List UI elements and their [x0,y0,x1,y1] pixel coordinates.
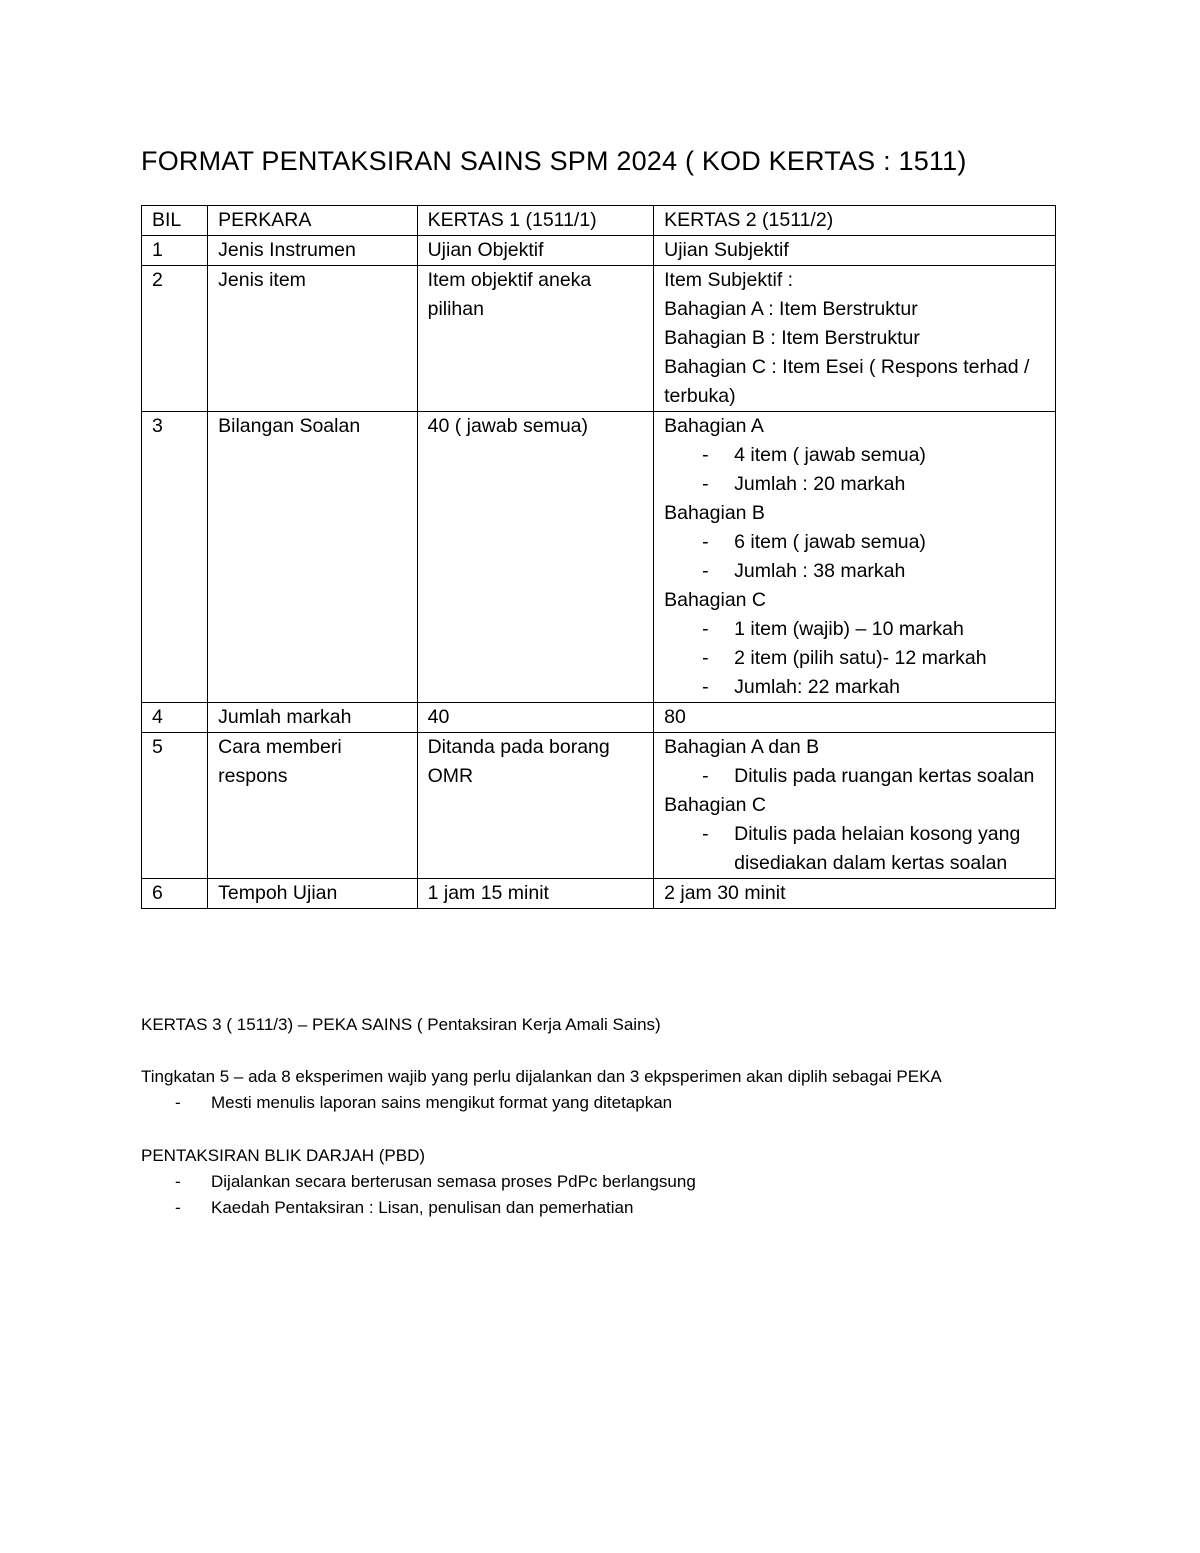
kertas3-text: Tingkatan 5 – ada 8 eksperimen wajib yang perlu dijalankan dan 3 ekpsperimen akan diplih sebagai PEKA [141,1067,942,1086]
cell-kertas1: Ditanda pada borang OMR [417,733,654,879]
group-heading: Bahagian C [664,794,767,816]
cell-bil: 6 [142,879,208,909]
cell-kertas2 [654,266,1056,412]
dash-marker: - [702,473,709,495]
list-item-text: 4 item ( jawab semua) [734,444,926,466]
group-heading: Bahagian B [664,502,765,524]
dash-marker: - [702,444,709,466]
cell-kertas1: 40 [417,703,654,733]
cell-kertas2 [654,412,1056,703]
list-item-text: 1 item (wajib) – 10 markah [734,618,964,640]
kertas3-heading: KERTAS 3 ( 1511/3) – PEKA SAINS ( Pentaksiran Kerja Amali Sains) [141,1015,661,1034]
dash-marker: - [702,823,709,845]
cell-bil: 1 [142,236,208,266]
header-perkara: PERKARA [208,206,417,236]
table-header-row [142,206,1056,236]
cell-perkara: Bilangan Soalan [208,412,417,703]
list-item-text: Dijalankan secara berterusan semasa proses PdPc berlangsung [211,1172,696,1191]
header-bil: BIL [142,206,208,236]
pbd-heading: PENTAKSIRAN BLIK DARJAH (PBD) [141,1146,426,1165]
dash-marker: - [702,765,709,787]
table-row [142,879,1056,909]
list-item-text: 2 item (pilih satu)- 12 markah [734,647,987,669]
cell-line: Bahagian A : Item Berstruktur [664,298,918,320]
dash-marker: - [175,1172,181,1191]
cell-line: Bahagian B : Item Berstruktur [664,327,920,349]
cell-perkara: Jenis Instrumen [208,236,417,266]
list-item-text: Ditulis pada helaian kosong yang disediakan dalam kertas soalan [734,823,1021,874]
dash-marker: - [702,676,709,698]
cell-kertas2: Ujian Subjektif [654,236,1056,266]
list-item [141,1090,672,1116]
list-item [664,762,1045,791]
cell-kertas1: 1 jam 15 minit [417,879,654,909]
dash-marker: - [702,560,709,582]
cell-perkara: Jenis item [208,266,417,412]
cell-bil: 4 [142,703,208,733]
cell-bil: 5 [142,733,208,879]
list-item [664,557,1045,586]
list-item [664,673,1045,702]
list-item [141,1195,696,1221]
list-item [664,441,1045,470]
cell-bil: 3 [142,412,208,703]
group-heading: Bahagian A [664,415,764,437]
header-kertas2: KERTAS 2 (1511/2) [654,206,1056,236]
list-item [664,528,1045,557]
group-heading: Bahagian C [664,589,767,611]
cell-perkara: Cara memberi respons [208,733,417,879]
kertas3-list [141,1090,672,1116]
table-row [142,733,1056,879]
cell-kertas1: Ujian Objektif [417,236,654,266]
dash-marker: - [175,1198,181,1217]
list-item-text: Kaedah Pentaksiran : Lisan, penulisan dan pemerhatian [211,1198,634,1217]
table-row [142,412,1056,703]
list-item [664,644,1045,673]
list-item-text: Jumlah: 22 markah [734,676,900,698]
list-item-text: 6 item ( jawab semua) [734,531,926,553]
dash-marker: - [702,531,709,553]
page-title: FORMAT PENTAKSIRAN SAINS SPM 2024 ( KOD KERTAS : 1511) [141,146,967,176]
list-item-text: Ditulis pada ruangan kertas soalan [734,765,1035,787]
cell-kertas1: 40 ( jawab semua) [417,412,654,703]
table-row [142,266,1056,412]
cell-bil: 2 [142,266,208,412]
list-item [141,1169,696,1195]
list-item [664,470,1045,499]
cell-kertas2 [654,733,1056,879]
list-item [664,820,1045,878]
table-row [142,703,1056,733]
list-item-text: Jumlah : 38 markah [734,560,906,582]
list-item-text: Mesti menulis laporan sains mengikut format yang ditetapkan [211,1093,673,1112]
header-kertas1: KERTAS 1 (1511/1) [417,206,654,236]
format-table [141,205,1056,909]
cell-kertas2: 2 jam 30 minit [654,879,1056,909]
cell-perkara: Tempoh Ujian [208,879,417,909]
cell-kertas2: 80 [654,703,1056,733]
cell-perkara: Jumlah markah [208,703,417,733]
cell-line: Bahagian C : Item Esei ( Respons terhad / terbuka) [664,356,1030,407]
table-row [142,236,1056,266]
cell-line: Item Subjektif : [664,269,794,291]
list-item [664,615,1045,644]
dash-marker: - [702,618,709,640]
group-heading: Bahagian A dan B [664,736,820,758]
pbd-list [141,1169,696,1221]
dash-marker: - [702,647,709,669]
dash-marker: - [175,1093,181,1112]
cell-kertas1: Item objektif aneka pilihan [417,266,654,412]
list-item-text: Jumlah : 20 markah [734,473,906,495]
